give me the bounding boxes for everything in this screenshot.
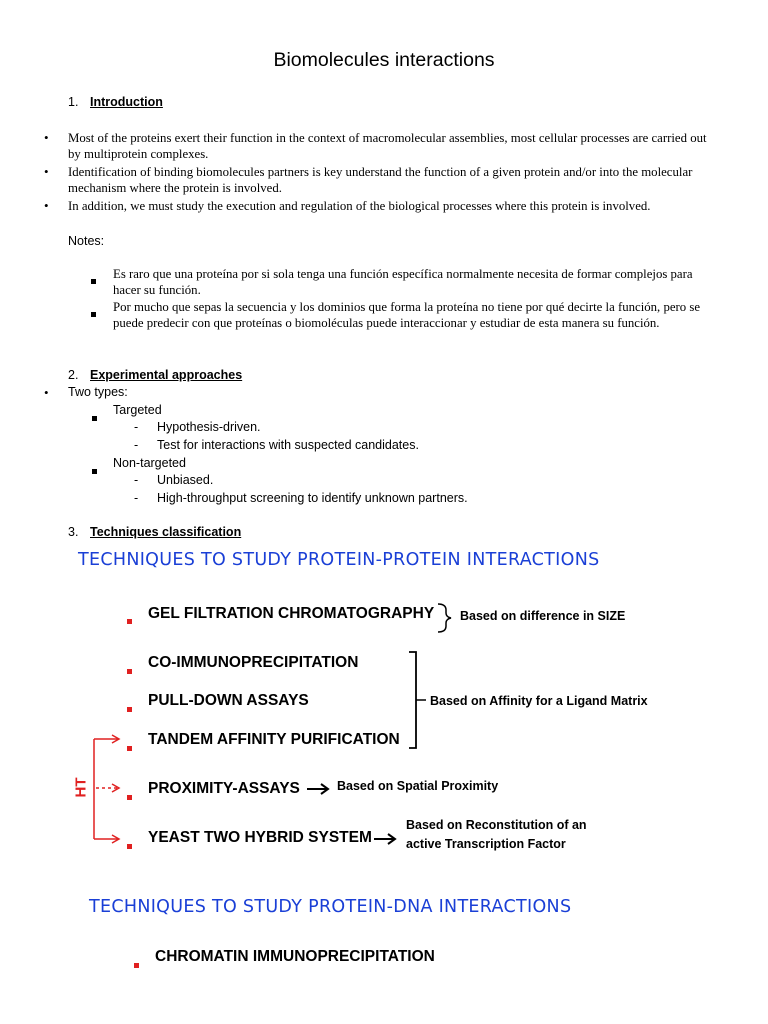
note-affinity: Based on Affinity for a Ligand Matrix (430, 694, 648, 708)
approach-nontargeted: Non-targeted (113, 456, 186, 470)
section-heading-introduction: 1. Introduction (68, 95, 163, 109)
dash-icon: - (134, 491, 139, 505)
nontargeted-item-1: Unbiased. (157, 473, 214, 487)
red-bullet-icon (134, 955, 139, 973)
bullet-icon: • (44, 130, 49, 145)
technique-gel-filtration: GEL FILTRATION CHROMATOGRAPHY (148, 605, 435, 622)
note-proximity: Based on Spatial Proximity (337, 779, 499, 793)
square-bracket-icon (409, 652, 416, 748)
page-title: Biomolecules interactions (273, 49, 495, 71)
technique-proximity: PROXIMITY-ASSAYS (148, 780, 300, 797)
curly-brace-icon (438, 604, 451, 632)
section-heading-experimental: 2. Experimental approaches (68, 368, 243, 382)
dash-icon: - (134, 420, 139, 434)
dash-icon: - (134, 438, 139, 452)
ppi-heading: TECHNIQUES TO STUDY PROTEIN-PROTEIN INTERACTIONS (78, 550, 600, 570)
arrow-right-icon (307, 784, 328, 794)
note-2: Por mucho que sepas la secuencia y los dominios que forma la proteína no tiene por qué decirte la función, pero se puede predecir con que proteínas o biomoléculas puede interaccionar y estudiar de esta manera su función. (113, 300, 701, 330)
approaches-intro: Two types: (68, 385, 128, 399)
approach-targeted: Targeted (113, 403, 162, 417)
note-reconstitution-2: active Transcription Factor (406, 837, 566, 851)
bullet-icon: • (44, 164, 49, 179)
technique-chip: CHROMATIN IMMUNOPRECIPITATION (155, 948, 435, 965)
technique-co-ip: CO-IMMUNOPRECIPITATION (148, 654, 359, 671)
bullet-icon: • (44, 385, 49, 400)
technique-tap: TANDEM AFFINITY PURIFICATION (148, 731, 400, 748)
notes-label: Notes: (68, 234, 105, 248)
intro-bullet-1: Most of the proteins exert their function in the context of macromolecular assemblies, most cellular processes are carried out by multiprotein complexes. (68, 131, 707, 161)
pdi-heading: TECHNIQUES TO STUDY PROTEIN-DNA INTERACTIONS (89, 897, 572, 917)
technique-y2h: YEAST TWO HYBRID SYSTEM (148, 829, 372, 846)
intro-bullet-3: In addition, we must study the execution and regulation of the biological processes where this protein is involved. (68, 199, 651, 213)
bullet-icon: • (44, 198, 49, 213)
targeted-item-2: Test for interactions with suspected candidates. (157, 438, 419, 452)
dash-icon: - (134, 473, 139, 487)
note-1: Es raro que una proteína por si sola tenga una función específica normalmente necesita de formar complejos para hacer su función. (113, 267, 693, 297)
targeted-item-1: Hypothesis-driven. (157, 420, 261, 434)
intro-bullet-2: Identification of binding biomolecules partners is key understand the function of a given protein and/or into the molecular mechanism where the protein is involved. (68, 165, 693, 195)
note-size: Based on difference in SIZE (460, 609, 626, 623)
nontargeted-item-2: High-throughput screening to identify unknown partners. (157, 491, 468, 505)
ht-connector (94, 735, 119, 843)
arrow-right-icon (374, 834, 395, 844)
section-heading-classification: 3. Techniques classification (68, 525, 242, 539)
technique-pull-down: PULL-DOWN ASSAYS (148, 692, 309, 709)
ht-label: HT (72, 777, 90, 798)
note-reconstitution-1: Based on Reconstitution of an (406, 818, 587, 832)
